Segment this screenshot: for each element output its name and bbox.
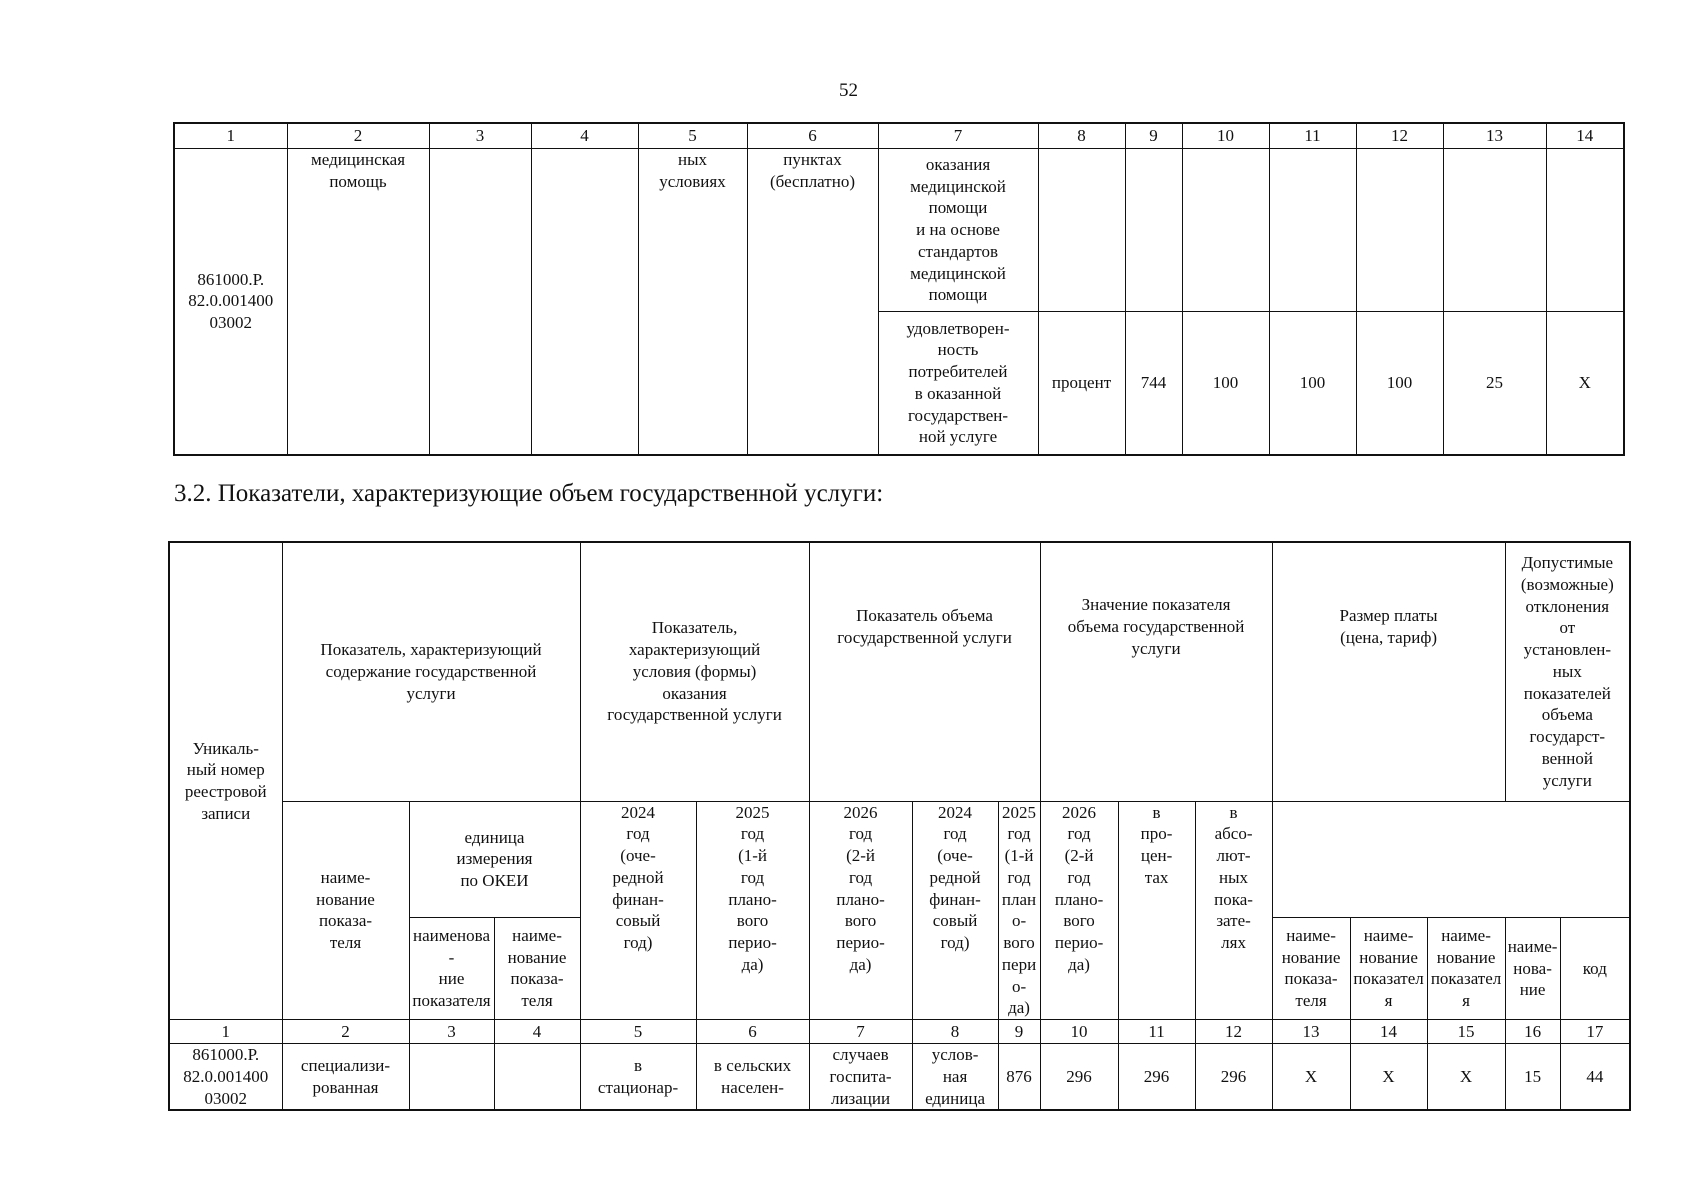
value-cell: 296	[1040, 1044, 1118, 1111]
header-row	[169, 542, 1630, 801]
conditions-indicator-header: Показатель, характеризующий условия (формы) оказания государственной услуги	[580, 542, 809, 801]
empty-cell	[409, 1044, 494, 1111]
indicator-value-header: Значение показателя объема государственной услуги	[1040, 542, 1272, 801]
empty-cell	[1443, 149, 1546, 312]
column-number: 1	[169, 1020, 282, 1044]
volume-indicator-header: Показатель объема государственной услуги	[809, 542, 1040, 801]
column-number: 8	[1038, 123, 1125, 149]
empty-cell	[1269, 149, 1356, 312]
column-number: 2	[282, 1020, 409, 1044]
column-number: 13	[1272, 1020, 1350, 1044]
deviation-percent-header: в про- цен- тах	[1118, 801, 1195, 1020]
deviation-absolute-header: в абсо- лют- ных пока- зате- лях	[1195, 801, 1272, 1020]
column-number: 3	[409, 1020, 494, 1044]
fee-cell: Х	[1350, 1044, 1427, 1111]
column-number-row	[169, 1020, 1630, 1044]
column-number: 11	[1118, 1020, 1195, 1044]
year-2026-header: 2026 год (2-й год плано- вого перио- да)	[809, 801, 912, 1020]
condition-indicator-name-header: наиме- нование показателя	[1427, 917, 1505, 1019]
content-indicator-name-header: наиме- нование показа- теля	[1272, 917, 1350, 1019]
column-number: 5	[580, 1020, 696, 1044]
column-number: 2	[287, 123, 429, 149]
deviation-percent-cell: 15	[1505, 1044, 1560, 1111]
deviation-header: Допустимые (возможные) отклонения от установлен- ных показателей объема государст- венной услуги	[1505, 542, 1630, 801]
column-number: 6	[747, 123, 878, 149]
condition-cell: в стационар-	[580, 1044, 696, 1111]
condition-cell: ных условиях	[638, 149, 747, 455]
deviation-absolute-cell: Х	[1546, 312, 1624, 455]
column-number: 1	[174, 123, 287, 149]
deviation-absolute-cell: 44	[1560, 1044, 1630, 1111]
unit-cell: процент	[1038, 312, 1125, 455]
quality-indicator-cell: оказания медицинской помощи и на основе стандартов медицинской помощи	[878, 149, 1038, 312]
value-cell: 100	[1269, 312, 1356, 455]
unique-number-header: Уникаль- ный номер реестровой записи	[169, 542, 282, 1020]
column-number: 17	[1560, 1020, 1630, 1044]
column-number: 13	[1443, 123, 1546, 149]
content-indicator-name-header: наименова- ние показателя	[409, 917, 494, 1019]
column-number: 11	[1269, 123, 1356, 149]
condition-indicator-name-header: наиме- нование показателя	[1350, 917, 1427, 1019]
unit-cell: услов- ная единица	[912, 1044, 998, 1111]
value-cell: 296	[1195, 1044, 1272, 1111]
registry-number-cell: 861000.Р. 82.0.001400 03002	[169, 1044, 282, 1111]
okei-unit-header: единица измерения по ОКЕИ	[409, 801, 580, 917]
fee-2025-header: 2025 год (1-й год плано- вого перио- да)	[998, 801, 1040, 1020]
empty-cell	[1125, 149, 1182, 312]
okei-code-cell: 876	[998, 1044, 1040, 1111]
value-cell: 296	[1118, 1044, 1195, 1111]
fee-2026-header: 2026 год (2-й год плано- вого перио- да)	[1040, 801, 1118, 1020]
year-2024-header: 2024 год (оче- редной финан- совый год)	[580, 801, 696, 1020]
empty-cell	[531, 149, 638, 455]
column-number: 9	[998, 1020, 1040, 1044]
okei-name-header: наиме- нова- ние	[1505, 917, 1560, 1019]
deviation-percent-cell: 25	[1443, 312, 1546, 455]
column-number: 16	[1505, 1020, 1560, 1044]
fee-size-header: Размер платы (цена, тариф)	[1272, 542, 1505, 801]
okei-code-header: код	[1560, 917, 1630, 1019]
fee-cell: Х	[1272, 1044, 1350, 1111]
value-cell: 100	[1356, 312, 1443, 455]
column-number: 10	[1182, 123, 1269, 149]
empty-cell	[1546, 149, 1624, 312]
empty-cell	[1182, 149, 1269, 312]
fee-2024-header: 2024 год (оче- редной финан- совый год)	[912, 801, 998, 1020]
registry-number-cell: 861000.Р. 82.0.001400 03002	[174, 149, 287, 455]
volume-indicator-name-header: наиме- нование показа- теля	[282, 801, 409, 1020]
volume-indicator-cell: случаев госпита- лизации	[809, 1044, 912, 1111]
empty-cell	[494, 1044, 580, 1111]
table-row	[174, 149, 1624, 312]
column-number: 3	[429, 123, 531, 149]
column-number: 14	[1546, 123, 1624, 149]
column-number: 12	[1356, 123, 1443, 149]
content-indicator-name-header: наиме- нование показа- теля	[494, 917, 580, 1019]
service-content-cell: медицинская помощь	[287, 149, 429, 455]
column-number: 5	[638, 123, 747, 149]
value-cell: 100	[1182, 312, 1269, 455]
service-content-cell: специализи- рованная	[282, 1044, 409, 1111]
content-indicator-header: Показатель, характеризующий содержание государственной услуги	[282, 542, 580, 801]
empty-cell	[1038, 149, 1125, 312]
column-number: 8	[912, 1020, 998, 1044]
column-number: 4	[531, 123, 638, 149]
empty-cell	[429, 149, 531, 455]
column-number: 12	[1195, 1020, 1272, 1044]
condition-cell: пунктах (бесплатно)	[747, 149, 878, 455]
column-number: 7	[809, 1020, 912, 1044]
volume-indicators-table	[168, 541, 1631, 1111]
column-number: 15	[1427, 1020, 1505, 1044]
quality-indicators-table-continued	[173, 122, 1625, 456]
condition-cell: в сельских населен-	[696, 1044, 809, 1111]
quality-indicator-cell: удовлетворен- ность потребителей в оказанной государствен- ной услуге	[878, 312, 1038, 455]
page-number: 52	[839, 80, 858, 101]
fee-cell: Х	[1427, 1044, 1505, 1111]
column-number: 4	[494, 1020, 580, 1044]
header-row	[169, 801, 1630, 917]
empty-cell	[1356, 149, 1443, 312]
column-number: 9	[1125, 123, 1182, 149]
column-number: 10	[1040, 1020, 1118, 1044]
column-number: 7	[878, 123, 1038, 149]
year-2025-header: 2025 год (1-й год плано- вого перио- да)	[696, 801, 809, 1020]
column-number: 6	[696, 1020, 809, 1044]
okei-code-cell: 744	[1125, 312, 1182, 455]
column-number: 14	[1350, 1020, 1427, 1044]
table-row	[169, 1044, 1630, 1111]
section-title: 3.2. Показатели, характеризующие объем государственной услуги:	[174, 480, 884, 507]
column-number-row	[174, 123, 1624, 149]
